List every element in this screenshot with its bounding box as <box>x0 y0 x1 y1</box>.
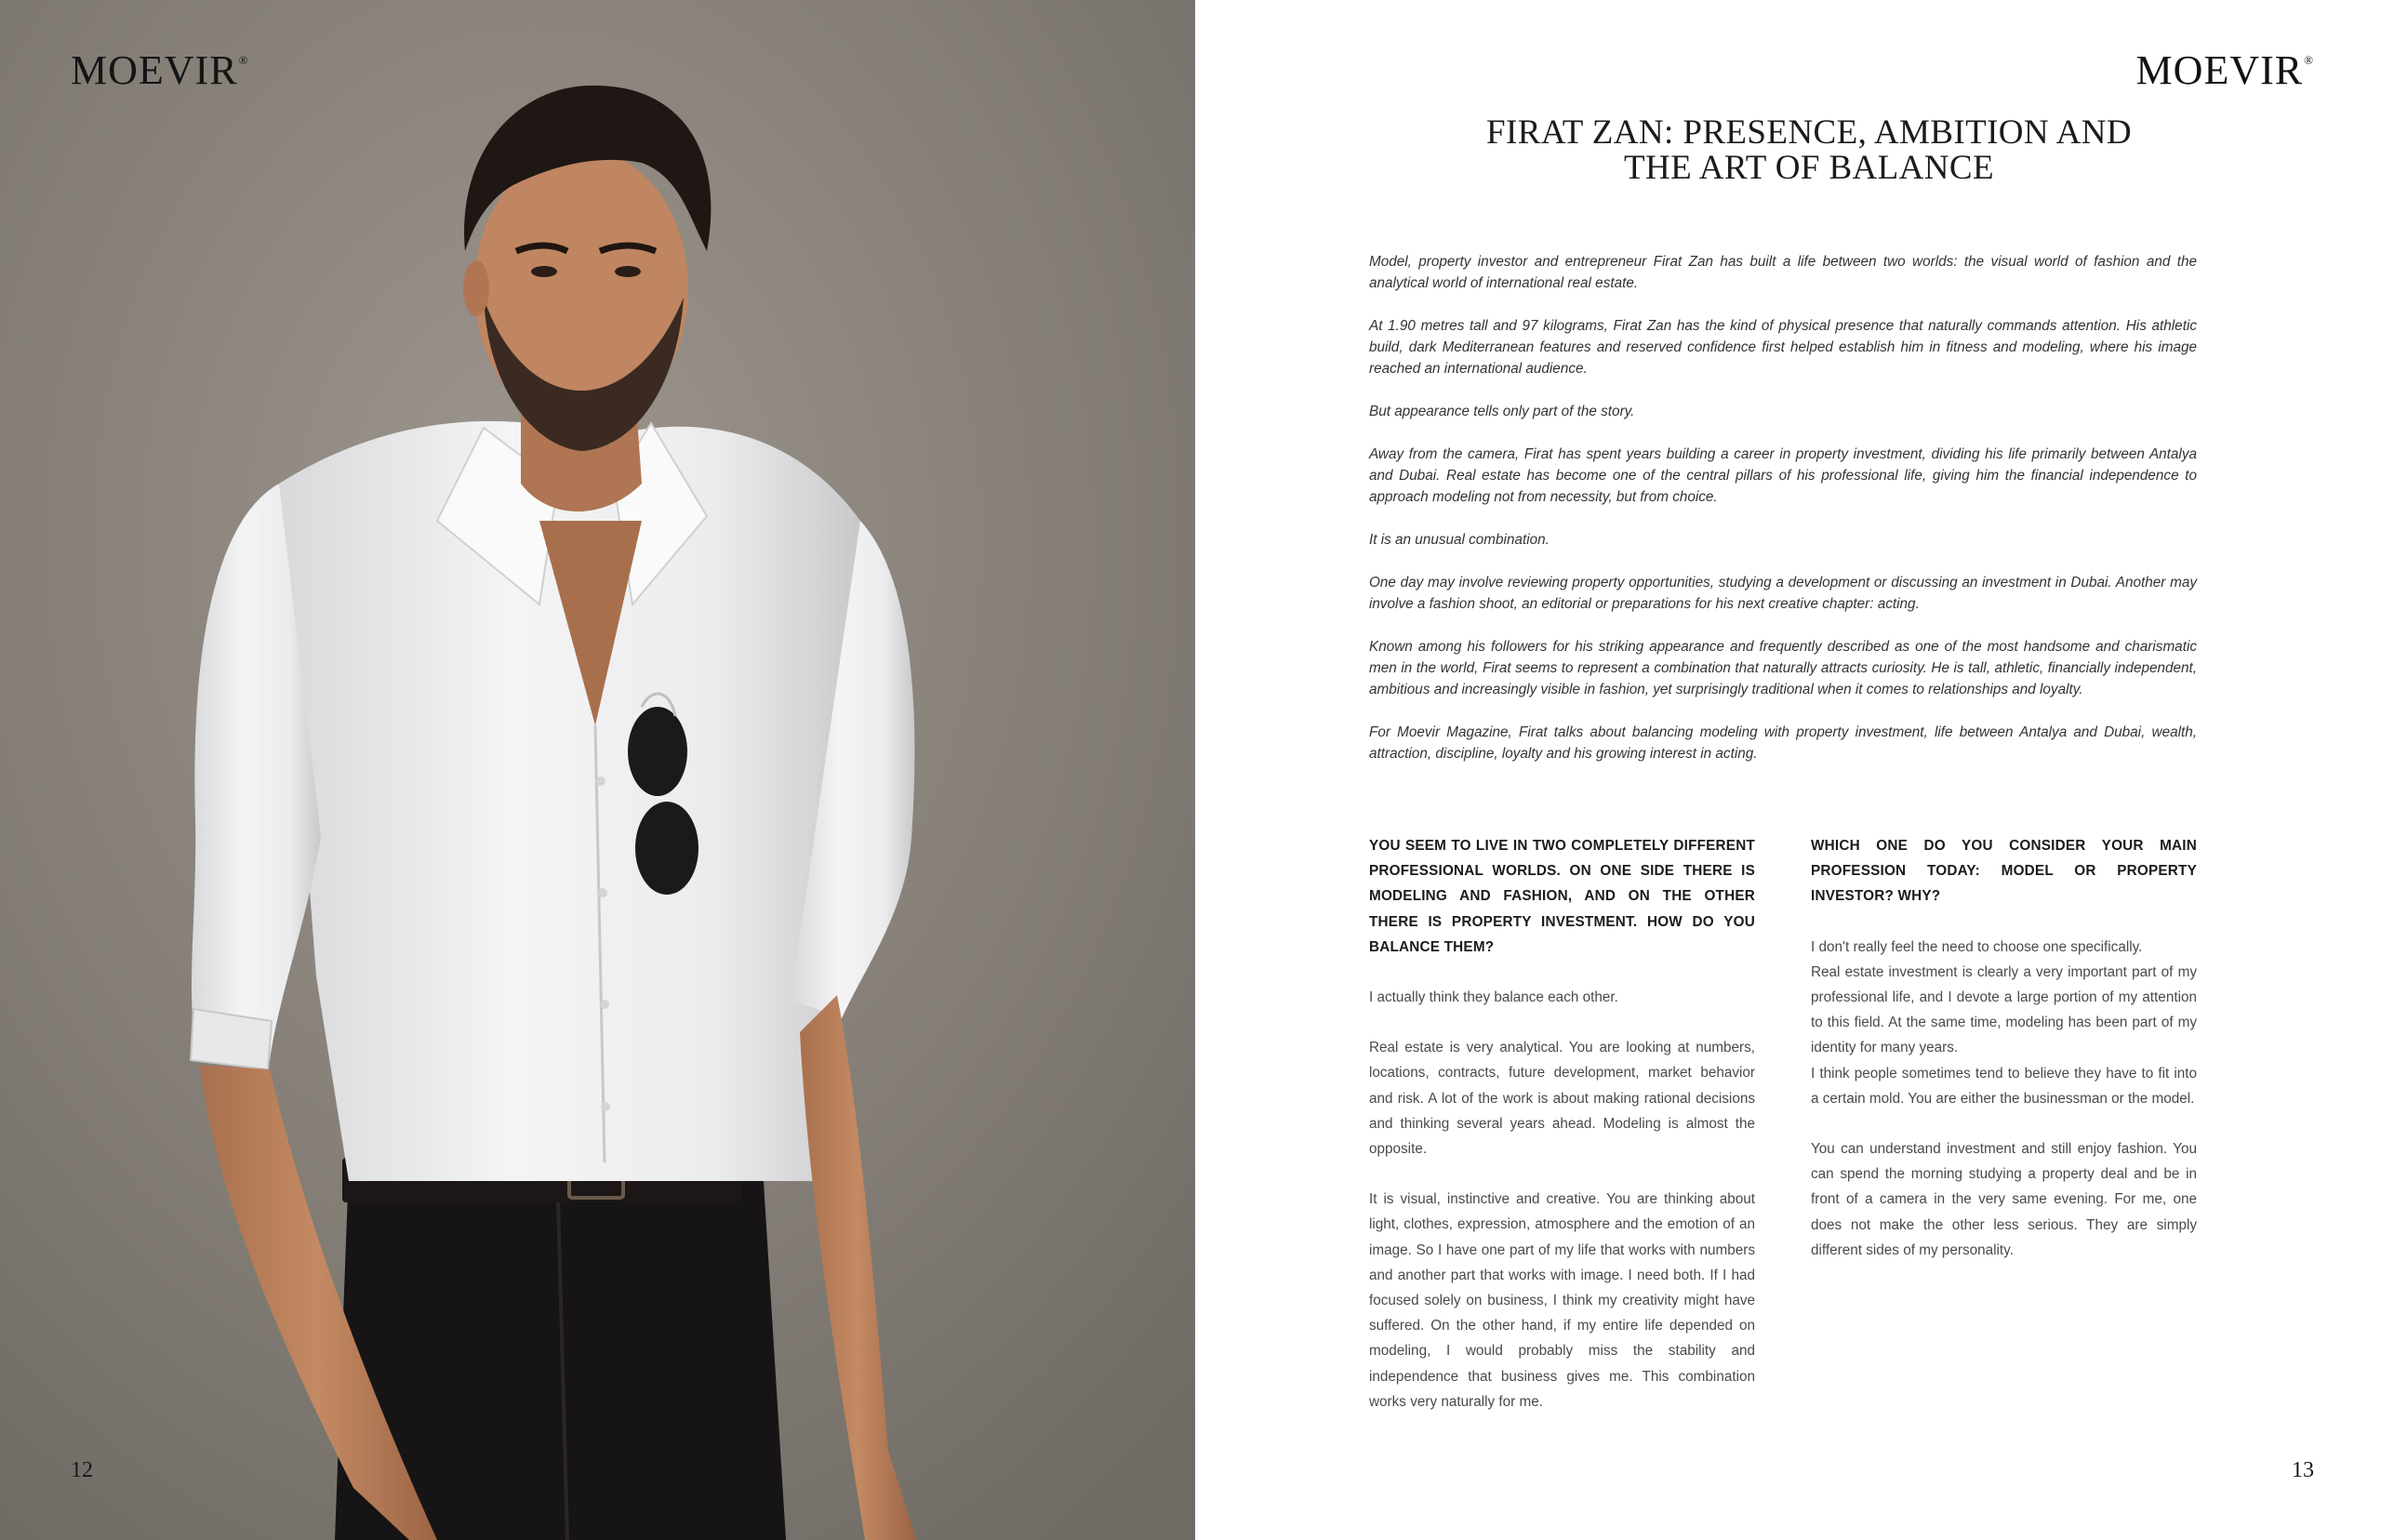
interview-column-right <box>1811 833 2197 1288</box>
intro-paragraph: Known among his followers for his striking appearance and frequently described as one of the most handsome and charismatic men in the world, Firat seems to represent a combination that naturally attracts curiosity. He is tall, athletic, financially independent, ambitious and increasingly visible in fashion, yet surprisingly traditional when it comes to relationships and loyalty. <box>1369 639 2197 697</box>
interview-question: YOU SEEM TO LIVE IN TWO COMPLETELY DIFFERENT PROFESSIONAL WORLDS. ON ONE SIDE THERE IS MODELING AND FASHION, AND ON THE OTHER THERE IS PROPERTY INVESTMENT. HOW DO YOU BALANCE THEM? <box>1369 838 1755 955</box>
interview-answer: You can understand investment and still enjoy fashion. You can spend the morning studying a property deal and be in front of a camera in the very same evening. For me, one does not make the other less serious. They are simply different sides of my personality. <box>1811 1141 2197 1258</box>
interview-answer: Real estate is very analytical. You are looking at numbers, locations, contracts, future development, market behavior and risk. A lot of the work is about making rational decisions and thinking several years ahead. Modeling is almost the opposite. <box>1369 1040 1755 1158</box>
intro-paragraph: At 1.90 metres tall and 97 kilograms, Firat Zan has the kind of physical presence that naturally commands attention. His athletic build, dark Mediterranean features and reserved confidence first helped establish him in fitness and modeling, where his image reached an international audience. <box>1369 318 2197 377</box>
interview-answer: I think people sometimes tend to believe they have to fit into a certain mold. You are either the businessman or the model. <box>1811 1065 2197 1107</box>
interview-answer: Real estate investment is clearly a very important part of my professional life, and I devote a large portion of my attention to this field. At the same time, modeling has been part of my identity for many years. <box>1811 963 2197 1056</box>
page-number: 13 <box>2292 1458 2314 1482</box>
right-page <box>1195 0 2381 1540</box>
intro-paragraph: Model, property investor and entrepreneur Firat Zan has built a life between two worlds: the visual world of fashion and the analytical world of international real estate. <box>1369 254 2197 291</box>
brand-logo: MOEVIR® <box>71 47 249 93</box>
interview-answer: I actually think they balance each other. <box>1369 989 1618 1006</box>
title-line-2: THE ART OF BALANCE <box>1624 149 1994 187</box>
interview-answer: I don't really feel the need to choose one specifically. <box>1811 938 2143 955</box>
interview-answer-group <box>1811 935 2197 1111</box>
intro-paragraph: Away from the camera, Firat has spent years building a career in property investment, dividing his life primarily between Antalya and Dubai. Real estate has become one of the central pillars of his professional life, giving him the financial independence to approach modeling not from necessity, but from choice. <box>1369 446 2197 505</box>
article-title <box>1344 115 2274 186</box>
brand-logo: MOEVIR® <box>2135 47 2314 93</box>
intro-paragraph: One day may involve reviewing property opportunities, studying a development or discussing an investment in Dubai. Another may involve a fashion shoot, an editorial or preparations for his next creative chapter: acting. <box>1369 575 2197 612</box>
intro-paragraph: For Moevir Magazine, Firat talks about balancing modeling with property investment, life between Antalya and Dubai, wealth, attraction, discipline, loyalty and his growing interest in acting. <box>1369 724 2197 762</box>
title-line-1: FIRAT ZAN: PRESENCE, AMBITION AND <box>1486 113 2132 152</box>
intro-paragraph: It is an unusual combination. <box>1369 532 1550 548</box>
interview-column-left <box>1369 833 1755 1440</box>
article-intro <box>1369 251 2197 786</box>
intro-paragraph: But appearance tells only part of the story. <box>1369 404 1635 419</box>
page-number: 12 <box>71 1458 93 1482</box>
interview-question: WHICH ONE DO YOU CONSIDER YOUR MAIN PROFESSION TODAY: MODEL OR PROPERTY INVESTOR? WHY? <box>1811 838 2197 905</box>
interview-answer: It is visual, instinctive and creative. You are thinking about light, clothes, expression, atmosphere and the emotion of an image. So I have one part of my life that works with numbers and another part that works with image. I need both. If I had focused solely on business, I think my creativity might have suffered. On the other hand, if my entire life depended on modeling, I would probably miss the stability and independence that business gives me. This combination works very naturally for me. <box>1369 1191 1755 1410</box>
